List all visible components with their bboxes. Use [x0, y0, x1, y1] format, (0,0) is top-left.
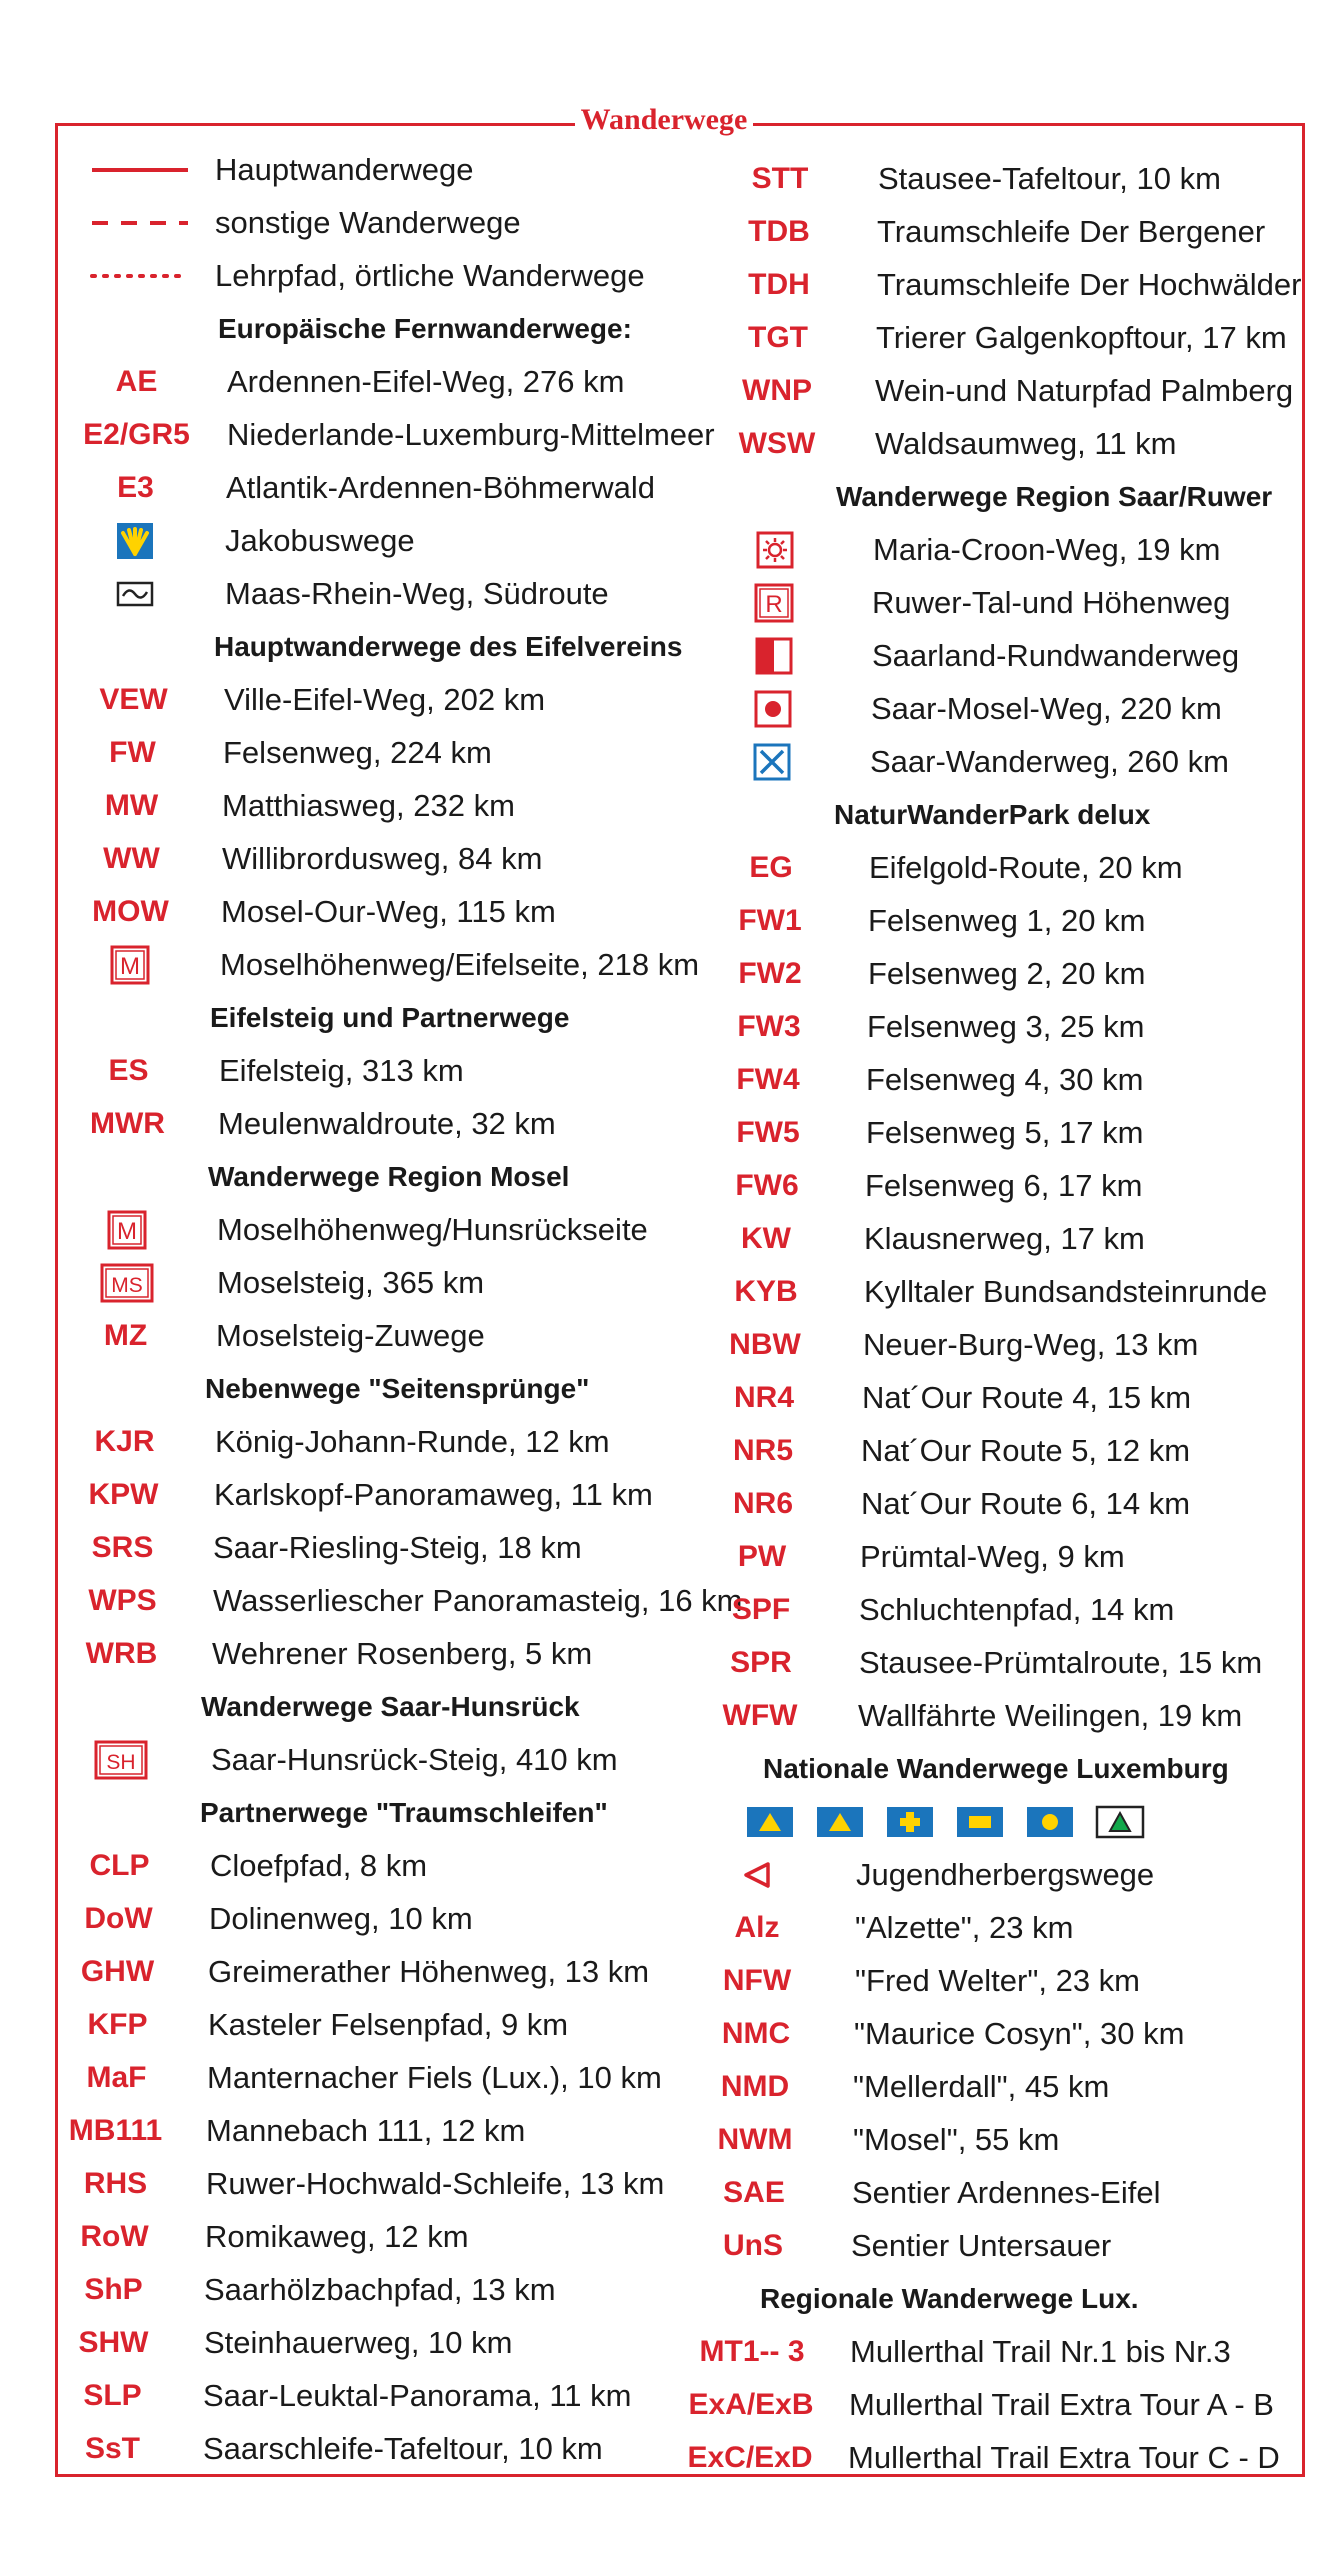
trail-label: Kasteler Felsenpfad, 9 km [208, 2007, 569, 2042]
x-box-icon [692, 742, 852, 782]
trail-row [671, 2381, 1274, 2429]
trail-row [686, 1215, 1145, 1263]
trail-row [688, 1109, 1143, 1157]
trail-row [30, 2372, 631, 2420]
trail-code: WW [103, 842, 160, 875]
trail-label: Mullerthal Trail Extra Tour C - D [848, 2440, 1280, 2475]
trail-code: RHS [83, 2167, 148, 2200]
legend-row-dashed [85, 199, 521, 247]
trail-row [31, 2266, 556, 2314]
trail-code: SLP [83, 2379, 142, 2412]
trail-code: WNP [742, 374, 812, 407]
legend-row-solid [85, 146, 474, 194]
trail-code: TDB [748, 215, 810, 248]
trail-label: Saar-Wanderweg, 260 km [870, 744, 1229, 779]
trail-code: FW5 [736, 1116, 800, 1149]
trail-label: Moselsteig, 365 km [217, 1265, 485, 1300]
trail-code: NFW [722, 1964, 792, 1997]
trail-row [42, 1418, 610, 1466]
boxed-ms-icon [44, 1263, 209, 1303]
trail-row [44, 1259, 484, 1307]
trail-label: Saar-Mosel-Weg, 220 km [871, 691, 1222, 726]
trail-label: Stausee-Tafeltour, 10 km [878, 161, 1221, 196]
trail-row [35, 1948, 649, 1996]
trail-row [681, 1586, 1174, 1634]
trail-label: Saarschleife-Tafeltour, 10 km [203, 2431, 603, 2466]
trail-code: WSW [738, 427, 816, 460]
trail-row [53, 464, 655, 512]
trail-row [687, 1162, 1142, 1210]
trail-code: RoW [80, 2220, 149, 2253]
trail-label: Steinhauerweg, 10 km [204, 2325, 513, 2360]
trail-label: Karlskopf-Panoramaweg, 11 km [214, 1477, 653, 1512]
trail-row [54, 358, 624, 406]
trail-row [699, 208, 1265, 256]
trail-label: Jakobuswege [225, 523, 415, 558]
trail-code: EG [749, 851, 793, 884]
trail-code: ExA/ExB [688, 2388, 814, 2421]
trail-row [672, 2328, 1231, 2376]
trail-label: Mullerthal Trail Extra Tour A - B [849, 2387, 1274, 2422]
trail-row [34, 2054, 662, 2102]
section-heading: Regionale Wanderwege Lux. [760, 2283, 1139, 2314]
section-heading: Nebenwege "Seitensprünge" [205, 1373, 590, 1404]
trail-code: TDH [748, 268, 810, 301]
trail-code: ExC/ExD [687, 2441, 813, 2474]
trail-row [50, 729, 492, 777]
trail-code: WRB [85, 1637, 158, 1670]
trail-label: Saar-Leuktal-Panorama, 11 km [203, 2378, 632, 2413]
trail-row [38, 1736, 618, 1784]
trail-code: ES [108, 1054, 149, 1087]
trail-row [685, 1321, 1198, 1369]
trail-row [52, 517, 415, 565]
svg-text:M: M [119, 953, 140, 980]
boxed-r-icon [694, 583, 854, 623]
trail-row [32, 2213, 469, 2261]
trail-code: MT1-- 3 [699, 2335, 805, 2368]
trail-code: KPW [88, 1478, 159, 1511]
section-heading: Partnerwege "Traumschleifen" [200, 1797, 608, 1828]
trail-code: NR5 [732, 1434, 793, 1467]
trail-row [47, 941, 699, 989]
svg-text:SH: SH [105, 1751, 136, 1774]
trail-row [48, 888, 556, 936]
trail-row [689, 1003, 1144, 1051]
trail-code: CLP [89, 1849, 150, 1882]
svg-text:MS: MS [110, 1274, 143, 1297]
trail-row [699, 261, 1301, 309]
section-heading: Wanderwege Region Saar/Ruwer [836, 481, 1273, 512]
trail-label: Willibrordusweg, 84 km [222, 841, 543, 876]
trail-row [674, 2169, 1160, 2217]
trail-code: FW [109, 736, 156, 769]
trail-label: Klausnerweg, 17 km [864, 1221, 1145, 1256]
trail-label: Felsenweg, 224 km [223, 735, 492, 770]
sun-box-icon [695, 530, 855, 570]
trail-code: PW [737, 1540, 787, 1573]
trail-code: SHW [78, 2326, 149, 2359]
trail-row [693, 685, 1222, 733]
trail-code: MZ [103, 1319, 148, 1352]
trail-label: König-Johann-Runde, 12 km [215, 1424, 610, 1459]
legend-title-wrap [0, 100, 1328, 140]
trail-label: Maas-Rhein-Weg, Südroute [225, 576, 609, 611]
trail-label: Ville-Eifel-Weg, 202 km [224, 682, 546, 717]
boxed-m-icon [44, 1210, 209, 1250]
trail-row [683, 1480, 1190, 1528]
trail-row [680, 1692, 1242, 1740]
trail-label: Niederlande-Luxemburg-Mittelmeer [227, 417, 715, 452]
trail-label: Saarland-Rundwanderweg [872, 638, 1240, 673]
trail-code: NBW [729, 1328, 801, 1361]
trail-row [677, 1904, 1073, 1952]
trail-label: Felsenweg 1, 20 km [868, 903, 1146, 938]
trail-label: Neuer-Burg-Weg, 13 km [863, 1327, 1199, 1362]
trail-label: Stausee-Prümtalroute, 15 km [859, 1645, 1263, 1680]
trail-row [45, 1100, 556, 1148]
trail-row [33, 2160, 664, 2208]
trail-row [39, 1630, 592, 1678]
trail-row [30, 2425, 603, 2473]
trail-code: GHW [80, 1955, 155, 1988]
trail-row [690, 897, 1145, 945]
trail-row [698, 314, 1287, 362]
trail-code: E3 [117, 471, 154, 504]
trail-row [33, 2107, 525, 2155]
trail-code: NMC [721, 2017, 791, 2050]
trail-code: FW4 [736, 1063, 800, 1096]
legend-row-dotted [85, 252, 645, 300]
dashed-line-icon [85, 218, 195, 228]
trail-row [43, 1312, 485, 1360]
trail-row [51, 676, 545, 724]
trail-code: KJR [94, 1425, 155, 1458]
trail-label: Moselsteig-Zuwege [216, 1318, 485, 1353]
trail-label: Meulenwaldroute, 32 km [218, 1106, 556, 1141]
trail-code: NWM [717, 2123, 793, 2156]
trail-row [691, 844, 1183, 892]
trail-row [677, 1957, 1140, 2005]
trail-row [684, 1374, 1191, 1422]
boxed-sh-icon [38, 1740, 203, 1780]
trail-code: UnS [723, 2229, 783, 2262]
solid-line-icon [85, 165, 195, 175]
trail-label: Nat´Our Route 4, 15 km [862, 1380, 1192, 1415]
dot-box-icon [693, 689, 853, 729]
trail-label: Wallfährte Weilingen, 19 km [858, 1698, 1243, 1733]
lux-circle-icon [1025, 1805, 1075, 1839]
trail-code: FW6 [735, 1169, 799, 1202]
trail-row [678, 1851, 1154, 1899]
trail-label: "Mellerdall", 45 km [853, 2069, 1110, 2104]
trail-label: Atlantik-Ardennen-Böhmerwald [226, 470, 656, 505]
trail-code: STT [751, 162, 809, 195]
trail-label: Prümtal-Weg, 9 km [860, 1539, 1125, 1574]
trail-code: NR4 [733, 1381, 794, 1414]
trail-label: Schluchtenpfad, 14 km [859, 1592, 1175, 1627]
trail-label: Felsenweg 5, 17 km [866, 1115, 1144, 1150]
trail-label: Nat´Our Route 6, 14 km [861, 1486, 1191, 1521]
trail-row [683, 1427, 1190, 1475]
trail-label: Jugendherbergswege [856, 1857, 1155, 1892]
lux-triangle-icon [815, 1805, 865, 1839]
trail-code: AE [115, 365, 158, 398]
trail-code: WPS [88, 1584, 157, 1617]
trail-label: Traumschleife Der Hochwälder [877, 267, 1302, 302]
trail-label: Cloefpfad, 8 km [210, 1848, 428, 1883]
trail-code: MaF [86, 2061, 147, 2094]
trail-row [697, 420, 1177, 468]
lux-bar-icon [955, 1805, 1005, 1839]
trail-row [37, 1842, 427, 1890]
section-heading: Wanderwege Saar-Hunsrück [201, 1691, 580, 1722]
trail-row [54, 411, 715, 459]
trail-code: SRS [91, 1531, 154, 1564]
trail-label: Saarhölzbachpfad, 13 km [204, 2272, 556, 2307]
trail-row [692, 738, 1229, 786]
trail-row [681, 1639, 1262, 1687]
trail-code: SPF [731, 1593, 791, 1626]
trail-label: Eifelsteig, 313 km [219, 1053, 464, 1088]
trail-row [35, 2001, 568, 2049]
trail-row [673, 2222, 1111, 2270]
trail-label: Felsenweg 6, 17 km [865, 1168, 1143, 1203]
section-heading: Wanderwege Region Mosel [208, 1161, 570, 1192]
trail-row [676, 2010, 1184, 2058]
trail-code: KFP [87, 2008, 148, 2041]
trail-label: Greimerather Höhenweg, 13 km [208, 1954, 650, 1989]
legend-label: sonstige Wanderwege [215, 205, 521, 240]
wave-box-icon [52, 574, 217, 614]
trail-code: TGT [748, 321, 808, 354]
trail-row [686, 1268, 1267, 1316]
trail-label: Nat´Our Route 5, 12 km [861, 1433, 1191, 1468]
lux-triangle-icon [745, 1805, 795, 1839]
trail-row [52, 570, 609, 618]
trail-row [46, 1047, 464, 1095]
trail-label: Wasserliescher Panoramasteig, 16 km [213, 1583, 743, 1618]
lux-cross-icon [885, 1805, 935, 1839]
trail-code: MB111 [68, 2114, 163, 2147]
section-heading: NaturWanderPark delux [834, 799, 1151, 830]
trail-row [36, 1895, 473, 1943]
trail-row [675, 2063, 1109, 2111]
trail-label: Mosel-Our-Weg, 115 km [221, 894, 556, 929]
section-heading: Hauptwanderwege des Eifelvereins [214, 631, 683, 662]
trail-label: Waldsaumweg, 11 km [875, 426, 1177, 461]
trail-row [44, 1206, 648, 1254]
trail-code: FW3 [737, 1010, 801, 1043]
trail-code: SPR [730, 1646, 792, 1679]
trail-row [697, 367, 1293, 415]
trail-label: Dolinenweg, 10 km [209, 1901, 473, 1936]
trail-code: FW1 [738, 904, 802, 937]
trail-label: Ardennen-Eifel-Weg, 276 km [227, 364, 625, 399]
trail-code: MWR [90, 1107, 165, 1140]
svg-text:M: M [116, 1218, 137, 1245]
trail-code: WFW [722, 1699, 798, 1732]
trail-label: Traumschleife Der Bergener [877, 214, 1266, 249]
trail-label: Trierer Galgenkopftour, 17 km [876, 320, 1287, 355]
trail-label: Mullerthal Trail Nr.1 bis Nr.3 [850, 2334, 1231, 2369]
trail-label: Maria-Croon-Weg, 19 km [873, 532, 1221, 567]
trail-label: Wein-und Naturpfad Palmberg [875, 373, 1294, 408]
trail-label: Manternacher Fiels (Lux.), 10 km [207, 2060, 662, 2095]
trail-code: NR6 [732, 1487, 793, 1520]
trail-row [688, 1056, 1143, 1104]
trail-code: FW2 [738, 957, 802, 990]
trail-label: Ruwer-Hochwald-Schleife, 13 km [206, 2166, 665, 2201]
trail-row [694, 632, 1239, 680]
legend-label: Hauptwanderwege [215, 152, 474, 187]
legend-title: Wanderwege [575, 100, 754, 140]
trail-code: DoW [84, 1902, 153, 1935]
trail-row [31, 2319, 512, 2367]
section-heading: Nationale Wanderwege Luxemburg [763, 1753, 1229, 1784]
dotted-line-icon [85, 271, 195, 281]
trail-code: MW [104, 789, 159, 822]
trail-row [41, 1471, 653, 1519]
trail-label: Felsenweg 3, 25 km [867, 1009, 1145, 1044]
trail-code: E2/GR5 [83, 418, 190, 451]
boxed-m-icon [47, 945, 212, 985]
trail-row [49, 835, 542, 883]
trail-label: "Fred Welter", 23 km [855, 1963, 1141, 1998]
trail-label: Eifelgold-Route, 20 km [869, 850, 1183, 885]
trail-label: Moselhöhenweg/Hunsrückseite [217, 1212, 648, 1247]
trail-label: "Alzette", 23 km [855, 1910, 1074, 1945]
trail-row [675, 2116, 1059, 2164]
trail-code: NMD [720, 2070, 790, 2103]
trail-row [40, 1577, 743, 1625]
trail-label: "Mosel", 55 km [853, 2122, 1060, 2157]
trail-label: Kylltaler Bundsandsteinrunde [864, 1274, 1268, 1309]
trail-code: KW [741, 1222, 791, 1255]
trail-row [49, 782, 515, 830]
trail-label: Felsenweg 4, 30 km [866, 1062, 1144, 1097]
trail-code: SAE [723, 2176, 785, 2209]
half-box-icon [694, 636, 854, 676]
section-heading: Eifelsteig und Partnerwege [210, 1002, 570, 1033]
trail-row [682, 1533, 1125, 1581]
scallop-shell-icon [52, 521, 217, 561]
trail-row [670, 2434, 1280, 2482]
trail-row [694, 579, 1230, 627]
trail-label: Moselhöhenweg/Eifelseite, 218 km [220, 947, 700, 982]
trail-label: Sentier Ardennes-Eifel [852, 2175, 1161, 2210]
lux-symbols [745, 1805, 1145, 1839]
svg-text:R: R [765, 591, 783, 618]
trail-row [700, 155, 1221, 203]
trail-code: Alz [734, 1911, 780, 1944]
trail-row [690, 950, 1145, 998]
trail-code: ShP [84, 2273, 143, 2306]
legend-label: Lehrpfad, örtliche Wanderwege [215, 258, 645, 293]
trail-row [40, 1524, 582, 1572]
red-triangle-icon [678, 1855, 838, 1895]
trail-label: Saar-Hunsrück-Steig, 410 km [211, 1742, 618, 1777]
trail-label: Matthiasweg, 232 km [222, 788, 515, 823]
trail-label: Mannebach 111, 12 km [206, 2113, 526, 2148]
lux-green-triangle-icon [1095, 1805, 1145, 1839]
trail-code: KYB [734, 1275, 798, 1308]
trail-label: "Maurice Cosyn", 30 km [854, 2016, 1185, 2051]
trail-label: Sentier Untersauer [851, 2228, 1112, 2263]
trail-code: SsT [84, 2432, 141, 2465]
trail-label: Romikaweg, 12 km [205, 2219, 469, 2254]
trail-label: Saar-Riesling-Steig, 18 km [213, 1530, 582, 1565]
section-heading: Europäische Fernwanderwege: [218, 313, 632, 344]
trail-code: VEW [99, 683, 168, 716]
trail-label: Ruwer-Tal-und Höhenweg [872, 585, 1231, 620]
trail-code: MOW [92, 895, 169, 928]
trail-row [695, 526, 1220, 574]
trail-label: Wehrener Rosenberg, 5 km [212, 1636, 593, 1671]
trail-label: Felsenweg 2, 20 km [868, 956, 1146, 991]
